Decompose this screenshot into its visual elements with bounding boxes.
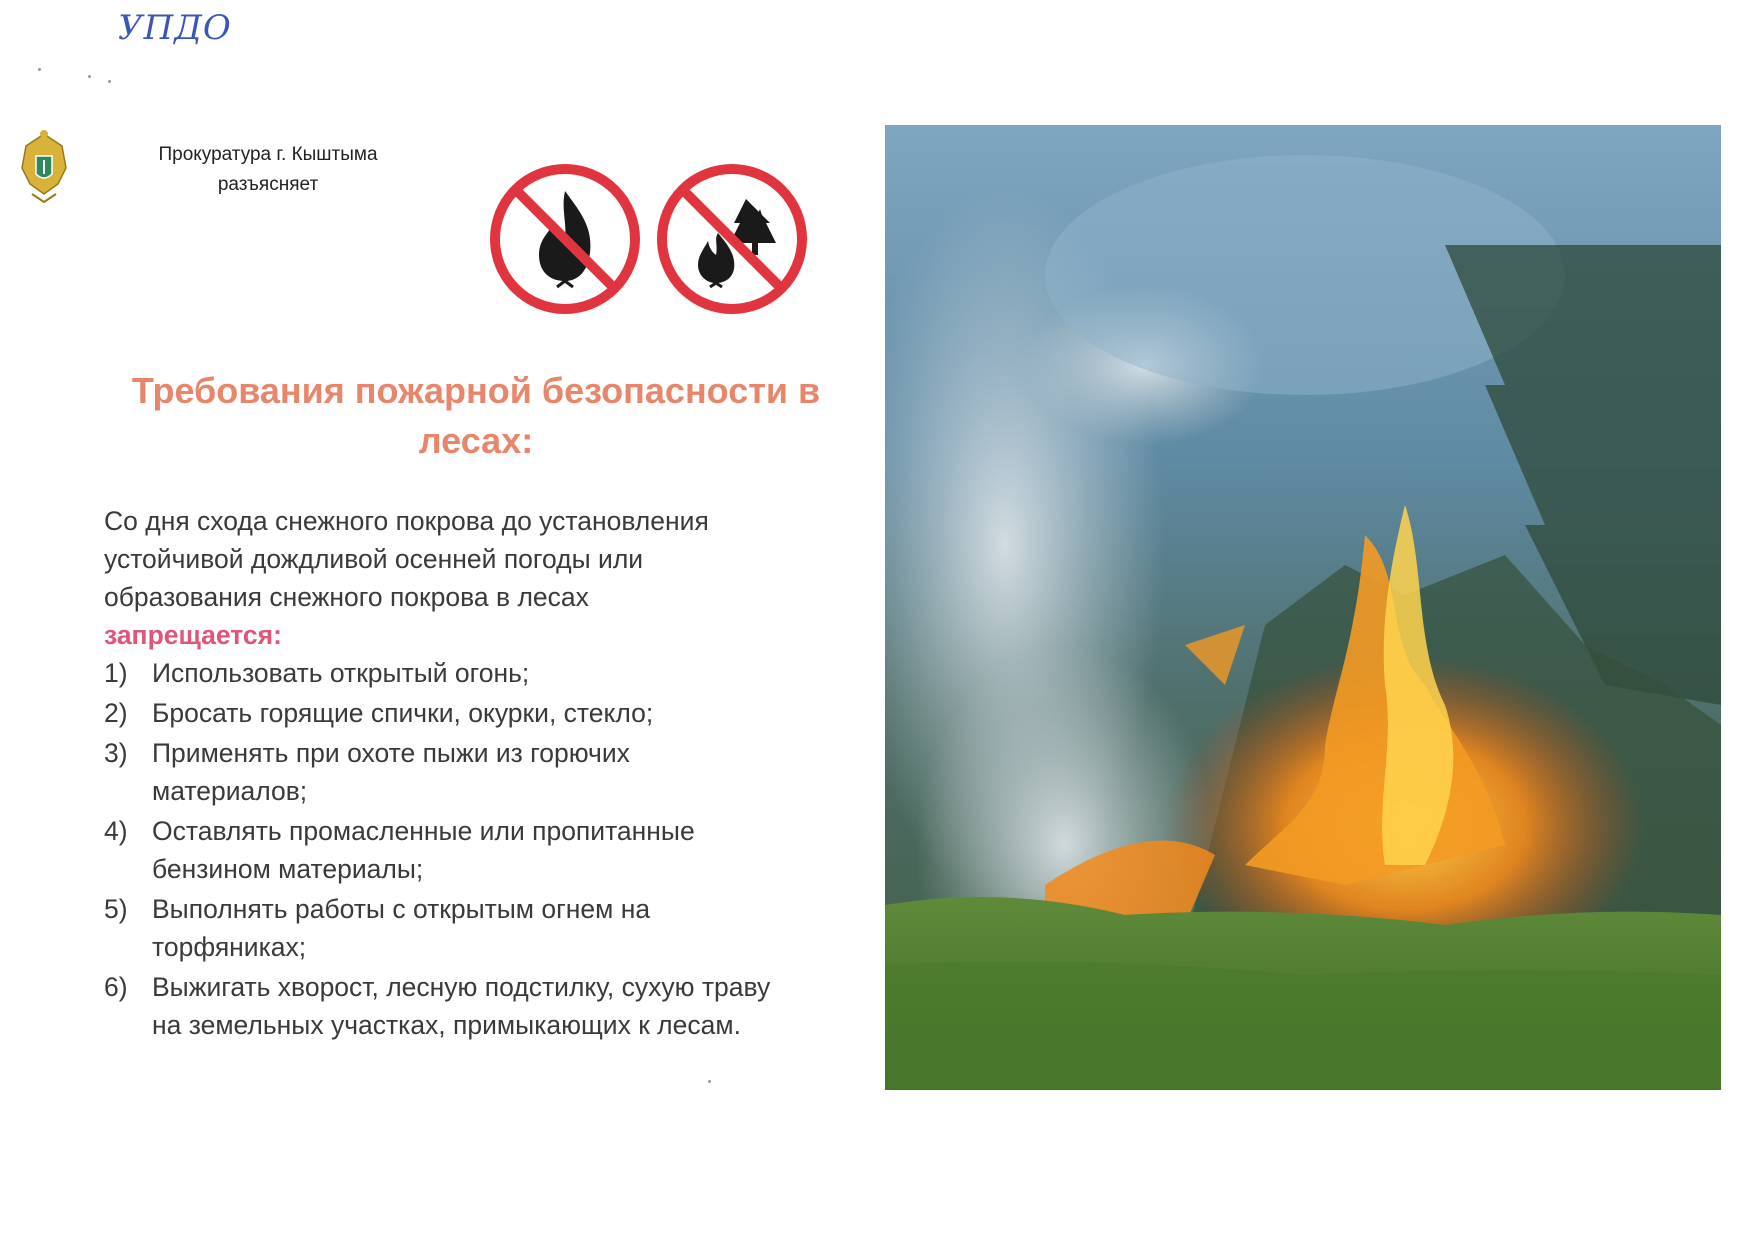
- rules-list: [104, 654, 864, 1044]
- scan-speck: [108, 80, 111, 83]
- organization-name: [118, 140, 418, 200]
- list-item-text: Бросать горящие спички, окурки, стекло;: [152, 698, 654, 728]
- list-item-text: Применять при охоте пыжи из горючих материалов;: [152, 738, 630, 806]
- list-item-number: 6): [104, 972, 128, 1002]
- list-item-number: 1): [104, 658, 128, 688]
- page-title: [96, 366, 856, 466]
- forbidden-label: запрещается:: [104, 620, 282, 650]
- list-item-text: Оставлять промасленные или пропитанные бензином материалы;: [152, 816, 695, 884]
- scan-speck: [38, 68, 41, 71]
- list-item-number: 4): [104, 816, 128, 846]
- no-forest-fire-icon: [656, 163, 808, 315]
- handwritten-note: УПДО: [118, 8, 232, 48]
- intro-line-2: устойчивой дождливой осенней погоды или: [104, 544, 644, 574]
- intro-line-1: Со дня схода снежного покрова до установления: [104, 506, 709, 536]
- scan-speck: [708, 1080, 711, 1083]
- requirements-text: [104, 502, 864, 1046]
- list-item: [104, 812, 864, 888]
- no-open-fire-icon: [489, 163, 641, 315]
- list-item: [104, 734, 864, 810]
- list-item-number: 3): [104, 738, 128, 768]
- intro-paragraph: [104, 502, 864, 616]
- organization-line-1: Прокуратура г. Кыштыма: [158, 144, 378, 165]
- intro-line-3: образования снежного покрова в лесах: [104, 582, 589, 612]
- list-item: [104, 968, 864, 1044]
- forest-fire-photo: [885, 125, 1721, 1090]
- list-item: [104, 890, 864, 966]
- list-item-text: Использовать открытый огонь;: [152, 658, 530, 688]
- list-item-text: Выжигать хворост, лесную подстилку, сухую траву на земельных участках, примыкающих к лесам.: [152, 972, 771, 1040]
- list-item-number: 2): [104, 698, 128, 728]
- list-item-number: 5): [104, 894, 128, 924]
- prosecutor-emblem-icon: [18, 128, 70, 204]
- scan-speck: [88, 75, 91, 78]
- list-item-text: Выполнять работы с открытым огнем на торфяниках;: [152, 894, 651, 962]
- list-item: [104, 694, 864, 732]
- title-line-1: Требования пожарной безопасности в: [131, 370, 821, 411]
- title-line-2: лесах:: [418, 420, 534, 461]
- organization-line-2: разъясняет: [217, 174, 319, 195]
- list-item: [104, 654, 864, 692]
